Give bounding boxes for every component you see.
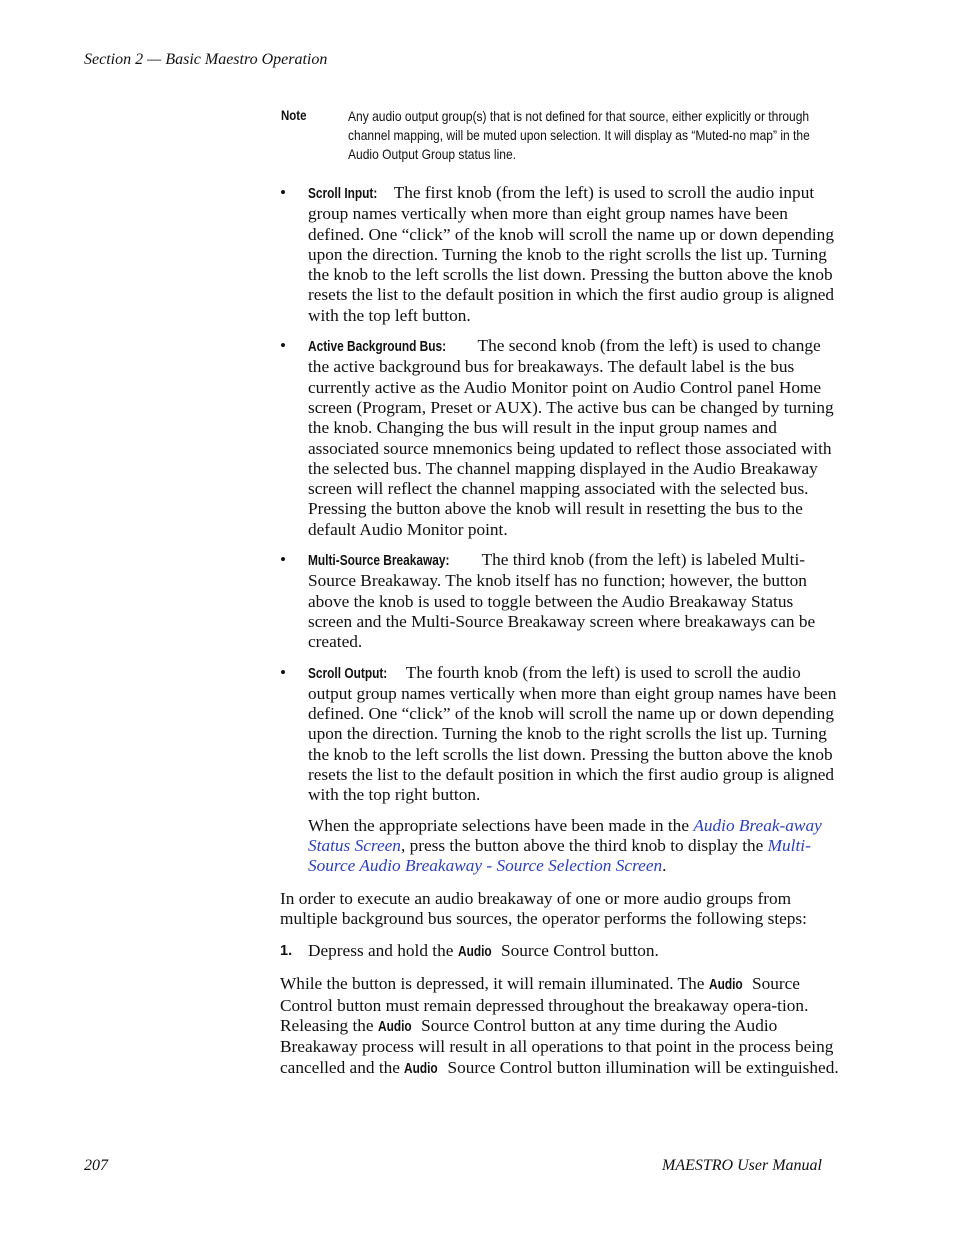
main-content <box>280 183 840 1091</box>
closing-text-1: While the button is depressed, it will remain illuminated. The <box>280 974 709 994</box>
followup-pre: When the appropriate selections have been made in the <box>308 815 694 835</box>
bullet-label: Active Background Bus: <box>308 339 447 356</box>
step-1 <box>280 941 840 962</box>
bullet-text: The second knob (from the left) is used to change the active background bus for breakaways. The default label is the bus currently active as the Audio Monitor point on Audio Control panel Home screen (Program, Preset or AUX). The active bus can be changed by turning the knob. Changing the bus will result in the input group names and associated source mnemonics being updated to reflect those associated with the selected bus. The channel mapping displayed in the Audio Breakaway screen will reflect the channel mapping associated with the selected bus. Pressing the button above the knob will result in resetting the bus to the default Audio Monitor point. <box>308 336 834 539</box>
audio-breakaway-status-screen-link[interactable]: Audio Break-away Status Screen <box>308 815 822 855</box>
bullet-text: The third knob (from the left) is labeled Multi-Source Breakaway. The knob itself has no function; however, the button above the knob is used to toggle between the Audio Breakaway Status screen and the Multi-Source Breakaway screen where breakaways can be created. <box>308 550 816 652</box>
bullet-glyph: • <box>280 550 287 570</box>
manual-title: MAESTRO User Manual <box>662 1157 822 1174</box>
note-text: Any audio output group(s) that is not defined for that source, either explicitly or through channel mapping, will be muted upon selection. It will display as “Muted-no map” in the Audio Output Group status line. <box>348 108 810 162</box>
audio-keyword: Audio <box>708 977 743 994</box>
running-header: Section 2 — Basic Maestro Operation <box>84 51 328 68</box>
closing-paragraph <box>280 974 840 1078</box>
audio-keyword: Audio <box>404 1060 438 1077</box>
note-label: Note <box>281 107 307 123</box>
bullet-label: Scroll Output: <box>308 665 388 682</box>
bullet-item-scroll-output <box>280 663 840 806</box>
closing-text-3: Source Control button at any time during the Audio Breakaway process will result in all operations to that point in the process being cancelled and the <box>280 1015 834 1077</box>
bullet-item-active-background-bus <box>280 336 840 540</box>
bullet-text: The first knob (from the left) is used to scroll the audio input group names vertically when more than eight group names have been defined. One “click” of the knob will scroll the name up or down depending upon the direction. Turning the knob to the right scrolls the list up. Turning the knob to the left scrolls the list down. Pressing the button above the knob resets the list to the default position in which the first audio group is aligned with the top left button. <box>308 183 835 325</box>
audio-keyword: Audio <box>457 944 492 961</box>
bullet-item-multi-source-breakaway <box>280 550 840 652</box>
multi-source-breakaway-screen-link[interactable]: Multi-Source Audio Breakaway - Source Selection Screen <box>308 835 811 876</box>
step-text-post: Source Control button. <box>496 941 659 961</box>
followup-post: . <box>662 856 667 876</box>
bullet-label: Scroll Input: <box>308 186 378 202</box>
audio-keyword: Audio <box>377 1018 412 1035</box>
closing-text-2: Source Control button must remain depressed throughout the breakaway opera-tion. Releasing the <box>280 974 809 1035</box>
bullet-glyph: • <box>280 662 287 682</box>
bullet-text: The fourth knob (from the left) is used to scroll the audio output group names vertically when more than eight group names have been defined. One “click” of the knob will scroll the name up or down depending upon the direction. Turning the knob to the right scrolls the list up. Turning the knob to the left scrolls the list down. Pressing the button above the knob resets the list to the default position in which the first audio group is aligned with the top right button. <box>308 662 837 805</box>
bullet-glyph: • <box>280 336 287 356</box>
step-number: 1. <box>280 943 293 960</box>
page-number: 207 <box>84 1157 108 1174</box>
bullet-label: Multi-Source Breakaway: <box>308 553 450 570</box>
intro-paragraph: In order to execute an audio breakaway of one or more audio groups from multiple background bus sources, the operator performs the following steps: <box>280 888 807 928</box>
bullet-glyph: • <box>280 183 287 202</box>
bullet-item-scroll-input <box>280 183 840 326</box>
step-text-pre: Depress and hold the <box>308 941 458 961</box>
followup-paragraph <box>280 816 840 877</box>
closing-text-4: Source Control button illumination will be extinguished. <box>443 1057 839 1077</box>
followup-mid: , press the button above the third knob to display the <box>400 835 768 855</box>
